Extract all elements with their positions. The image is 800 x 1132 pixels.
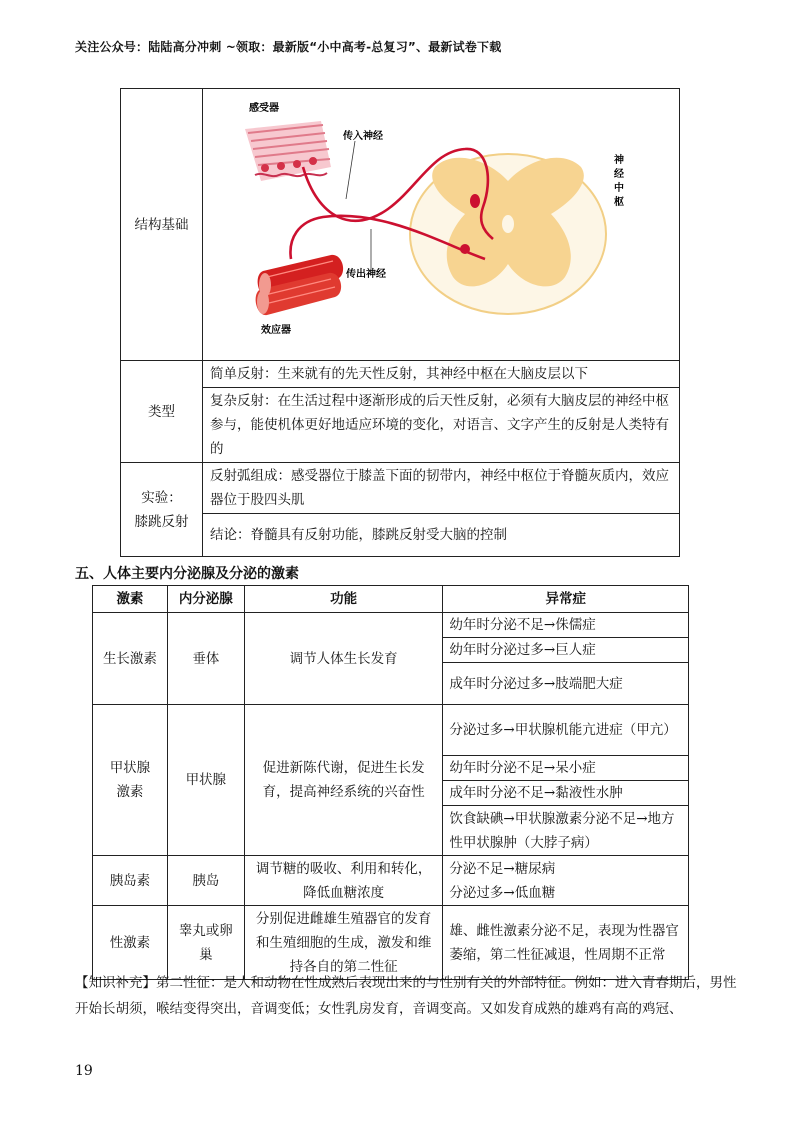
growth-disorder-1: 幼年时分泌不足→侏儒症 <box>443 613 689 638</box>
header-disorder: 异常症 <box>443 586 689 613</box>
experiment-conclusion: 结论：脊髓具有反射功能，膝跳反射受大脑的控制 <box>203 514 680 557</box>
thyroid-function <box>244 705 443 856</box>
receptor-label: 感受器 <box>249 103 279 114</box>
thyroid-function-2: 育，提高神经系统的兴奋性 <box>262 784 425 800</box>
page-header: 关注公众号：陆陆高分冲刺 ~领取：最新版“小中高考-总复习”、最新试卷下载 <box>75 40 502 54</box>
insulin-disorder-2: 分泌过多→低血糖 <box>449 884 556 901</box>
experiment-label-line1: 实验： <box>141 489 182 506</box>
growth-disorder-2: 幼年时分泌过多→巨人症 <box>443 638 689 663</box>
efferent-nerve-label: 传出神经 <box>346 269 386 280</box>
header-gland: 内分泌腺 <box>167 586 244 613</box>
growth-hormone-function: 调节人体生长发育 <box>244 613 443 705</box>
knowledge-supplement: 【知识补充】第二性征：是人和动物在性成熟后表现出来的与性别有关的外部特征。例如：进入青春期后，男性开始长胡须，喉结变得突出，音调变低；女性乳房发育，音调变高。又如发育成熟的雄鸡有高的鸡冠、 <box>75 975 737 1017</box>
sex-hormone-function-1: 分别促进雌雄生殖器官的发育 <box>255 910 432 927</box>
thyroid-disorder-2: 幼年时分泌不足→呆小症 <box>443 756 689 781</box>
center-label-3: 中 <box>614 183 624 194</box>
insulin-gland: 胰岛 <box>167 856 244 906</box>
insulin-function-2: 降低血糖浓度 <box>303 884 385 901</box>
insulin-function <box>244 856 443 906</box>
section-title: 五、人体主要内分泌腺及分泌的激素 <box>75 566 299 582</box>
sex-hormone-name: 性激素 <box>93 906 168 980</box>
receptor-tissue <box>245 121 331 181</box>
structure-label: 结构基础 <box>121 89 203 361</box>
motor-neuron <box>460 244 470 254</box>
thyroid-gland: 甲状腺 <box>167 705 244 856</box>
reflex-arc-composition: 反射弧组成：感受器位于膝盖下面的韧带内，神经中枢位于脊髓灰质内，效应器位于股四头肌 <box>203 463 680 514</box>
insulin-function-1: 调节糖的吸收、利用和转化， <box>255 860 432 877</box>
thyroid-disorder-3: 成年时分泌不足→黏液性水肿 <box>443 781 689 806</box>
sex-hormone-gland-2: 巢 <box>199 946 213 963</box>
header-function: 功能 <box>244 586 443 613</box>
thyroid-hormone-name-1: 甲状腺 <box>109 760 151 776</box>
central-canal <box>502 215 514 233</box>
effector-muscle <box>256 255 344 315</box>
thyroid-hormone-name-2: 激素 <box>116 784 144 800</box>
simple-reflex-text: 简单反射：生来就有的先天性反射，其神经中枢在大脑皮层以下 <box>203 361 680 388</box>
reflex-arc-diagram <box>203 89 679 352</box>
header-hormone: 激素 <box>93 586 168 613</box>
complex-reflex-text: 复杂反射：在生活过程中逐渐形成的后天性反射，必须有大脑皮层的神经中枢参与，能使机体更好地适应环境的变化，对语言、文字产生的反射是人类特有的 <box>203 388 680 463</box>
thyroid-function-1: 促进新陈代谢，促进生长发 <box>262 760 425 776</box>
page-number: 19 <box>75 1063 93 1079</box>
growth-disorder-3: 成年时分泌过多→肢端肥大症 <box>443 663 689 705</box>
sex-hormone-function-2: 和生殖细胞的生成，激发和维 <box>255 934 432 951</box>
reflex-table <box>120 88 680 557</box>
center-label-1: 神 <box>614 155 624 166</box>
hormone-table <box>92 585 689 980</box>
sex-hormone-gland-1: 睾丸或卵 <box>178 922 233 939</box>
insulin-name: 胰岛素 <box>93 856 168 906</box>
experiment-label-line2: 膝跳反射 <box>134 513 189 530</box>
sex-hormone-function-3: 持各自的第二性征 <box>289 958 398 975</box>
sex-hormone-function <box>244 906 443 980</box>
afferent-nerve-label: 传入神经 <box>343 131 383 142</box>
sex-hormone-gland <box>167 906 244 980</box>
type-label: 类型 <box>121 361 203 463</box>
thyroid-hormone-name <box>93 705 168 856</box>
reflex-arc-diagram-cell <box>203 89 680 361</box>
sex-hormone-disorder: 雄、雌性激素分泌不足，表现为性器官萎缩，第二性征减退，性周期不正常 <box>443 906 689 980</box>
center-label-2: 经 <box>614 169 624 180</box>
thyroid-disorder-4: 饮食缺碘→甲状腺激素分泌不足→地方性甲状腺肿（大脖子病） <box>443 806 689 856</box>
insulin-disorder <box>443 856 689 906</box>
growth-hormone-gland: 垂体 <box>167 613 244 705</box>
growth-hormone-name: 生长激素 <box>93 613 168 705</box>
center-label-4: 枢 <box>614 197 624 208</box>
effector-label: 效应器 <box>261 325 291 336</box>
experiment-label <box>121 463 203 557</box>
ganglion <box>470 194 480 208</box>
thyroid-disorder-1: 分泌过多→甲状腺机能亢进症（甲亢） <box>443 705 689 756</box>
insulin-disorder-1: 分泌不足→糖尿病 <box>449 860 556 877</box>
